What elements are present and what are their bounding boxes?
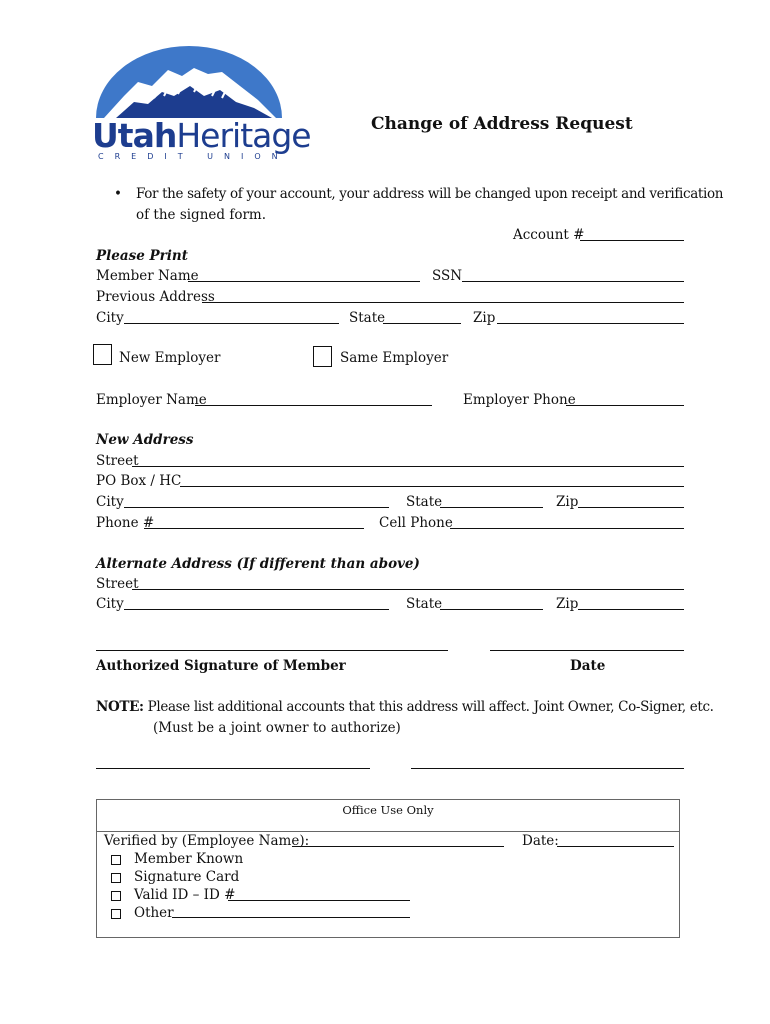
cell-phone-label: Cell Phone [379,515,453,531]
valid-id-label: Valid ID – ID # [134,887,236,903]
phone-label: Phone # [96,515,155,531]
alt-state-label: State [406,596,443,612]
signature-card-checkbox[interactable] [111,873,121,883]
member-known-checkbox[interactable] [111,855,121,865]
zip-field[interactable] [497,323,684,324]
new-state-label: State [406,494,443,510]
other-field[interactable] [172,917,410,918]
signature-label: Authorized Signature of Member [96,658,346,674]
alt-city-label: City [96,596,124,612]
alt-state-field[interactable] [440,609,543,610]
member-known-label: Member Known [134,851,244,867]
new-city-field[interactable] [124,507,389,508]
alt-street-field[interactable] [132,589,684,590]
other-checkbox[interactable] [111,909,121,919]
new-employer-label: New Employer [119,350,221,366]
note-label: NOTE: [96,699,144,715]
same-employer-label: Same Employer [340,350,449,366]
alt-zip-label: Zip [556,596,579,612]
phone-field[interactable] [144,528,364,529]
employer-name-field[interactable] [195,405,432,406]
logo-subline: CREDIT UNION [98,152,289,161]
employer-phone-label: Employer Phone [463,392,576,408]
logo-word-heritage: Heritage [176,116,311,155]
office-use-title: Office Use Only [342,803,434,817]
employer-phone-field[interactable] [566,405,684,406]
signature-field[interactable] [96,650,448,651]
cell-phone-field[interactable] [450,528,684,529]
page-title: Change of Address Request [371,114,633,134]
office-date-field[interactable] [557,846,674,847]
utah-heritage-logo [92,46,311,162]
account-field[interactable] [580,240,684,241]
office-date-label: Date: [522,833,559,849]
alternate-address-heading: Alternate Address (If different than above) [96,556,420,572]
previous-address-label: Previous Address [96,289,215,305]
date-label: Date [570,658,606,674]
ssn-label: SSN [432,268,463,284]
valid-id-field[interactable] [228,900,410,901]
new-street-label: Street [96,453,139,469]
office-use-header [97,800,679,832]
member-name-field[interactable] [188,281,420,282]
bullet-text-line2: of the signed form. [136,207,266,223]
city-label: City [96,310,124,326]
note-line1 [96,699,714,715]
zip-label: Zip [473,310,496,326]
verified-by-label: Verified by (Employee Name): [104,833,310,849]
verified-by-field[interactable] [292,846,504,847]
mountain-logo-icon [94,46,284,122]
member-name-label: Member Name [96,268,199,284]
po-box-label: PO Box / HC [96,473,182,489]
new-employer-checkbox[interactable] [93,344,112,365]
new-state-field[interactable] [440,507,543,508]
valid-id-checkbox[interactable] [111,891,121,901]
please-print-heading: Please Print [96,248,188,264]
new-street-field[interactable] [132,466,684,467]
new-zip-field[interactable] [578,507,684,508]
city-field[interactable] [124,323,339,324]
state-label: State [349,310,386,326]
new-zip-label: Zip [556,494,579,510]
note-text: Please list additional accounts that this address will affect. Joint Owner, Co-Signer, etc. [147,699,714,715]
same-employer-checkbox[interactable] [313,346,332,367]
po-box-field[interactable] [180,486,684,487]
note-line2: (Must be a joint owner to authorize) [153,720,401,736]
ssn-field[interactable] [462,281,684,282]
other-label: Other [134,905,174,921]
signature-card-label: Signature Card [134,869,240,885]
new-city-label: City [96,494,124,510]
additional-account-field-2[interactable] [411,768,684,769]
alt-street-label: Street [96,576,139,592]
previous-address-field[interactable] [202,302,684,303]
additional-account-field-1[interactable] [96,768,370,769]
new-address-heading: New Address [96,432,194,448]
employer-name-label: Employer Name [96,392,207,408]
alt-city-field[interactable] [124,609,389,610]
state-field[interactable] [383,323,461,324]
alt-zip-field[interactable] [578,609,684,610]
bullet-text-line1: For the safety of your account, your address will be changed upon receipt and verification [136,186,724,202]
date-field[interactable] [490,650,684,651]
account-label: Account # [513,227,585,243]
logo-word-utah: Utah [92,116,177,155]
bullet-dot: • [114,186,122,202]
